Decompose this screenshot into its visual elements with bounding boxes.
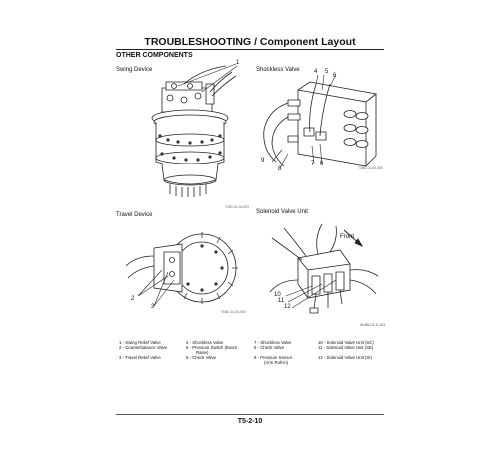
legend-item: 7 - Shockless Valve [254,340,292,345]
legend-item: 4 - Shockless Valve [186,340,224,345]
legend-item-continuation: (Arm Roll-in) [264,360,289,365]
travel-device-code: T1BC-01-04-003 [221,310,246,314]
legend-item: 10 - Solenoid Valve Unit (SC) [318,340,374,345]
callout-7: 7 [311,161,315,167]
title-rule [116,49,384,50]
callout-9: 9 [261,158,265,164]
callout-5: 5 [325,69,329,75]
legend-item: 8 - Check Valve [254,345,285,350]
solenoid-valve-unit-label: Solenoid Valve Unit [256,209,308,215]
shockless-valve-code: T1BC-01-04-003 [358,166,383,170]
legend-item: 11 - Solenoid Valve Unit (SE) [318,345,374,350]
legend-item: 5 - Pressure Switch (Boom [186,345,238,350]
swing-device-code: T1BT-01-04-001 [225,205,250,209]
legend-item: 6 - Check Valve [186,355,217,360]
legend-item: 12 - Solenoid Valve Unit (SI) [318,355,372,360]
page-number: T5-2-10 [237,418,263,425]
legend-item: 1 - Swing Relief Valve [119,340,161,345]
callout-12: 12 [284,304,291,310]
travel-device-label: Travel Device [116,212,153,218]
callout-1: 1 [236,60,240,66]
page-title: TROUBLESHOOTING / Component Layout [144,36,356,48]
callout-2: 2 [131,296,135,302]
callout-11: 11 [278,298,285,304]
callout-6b: 6 [320,161,324,167]
legend-item: 2 - Counterbalance Valve [119,345,168,350]
callout-6: 6 [333,73,337,79]
section-heading: OTHER COMPONENTS [116,52,193,59]
callout-8: 8 [278,166,282,172]
solenoid-valve-unit-code: W1BB-03-11-003 [360,323,386,327]
legend-item: 9 - Pressure Sensor [254,355,293,360]
callout-4: 4 [314,69,318,75]
callout-3: 3 [151,304,155,310]
shockless-valve-label: Shockless Valve [256,67,300,73]
swing-device-label: Swing Device [116,67,153,73]
front-label: Front [340,234,355,240]
legend-item: 3 - Travel Relief Valve [119,355,161,360]
callout-10: 10 [274,292,281,298]
swing-device-illustration [140,62,250,202]
legend-item-continuation: Raise) [196,350,209,355]
travel-device-illustration [124,222,248,318]
footer-rule [116,414,384,415]
